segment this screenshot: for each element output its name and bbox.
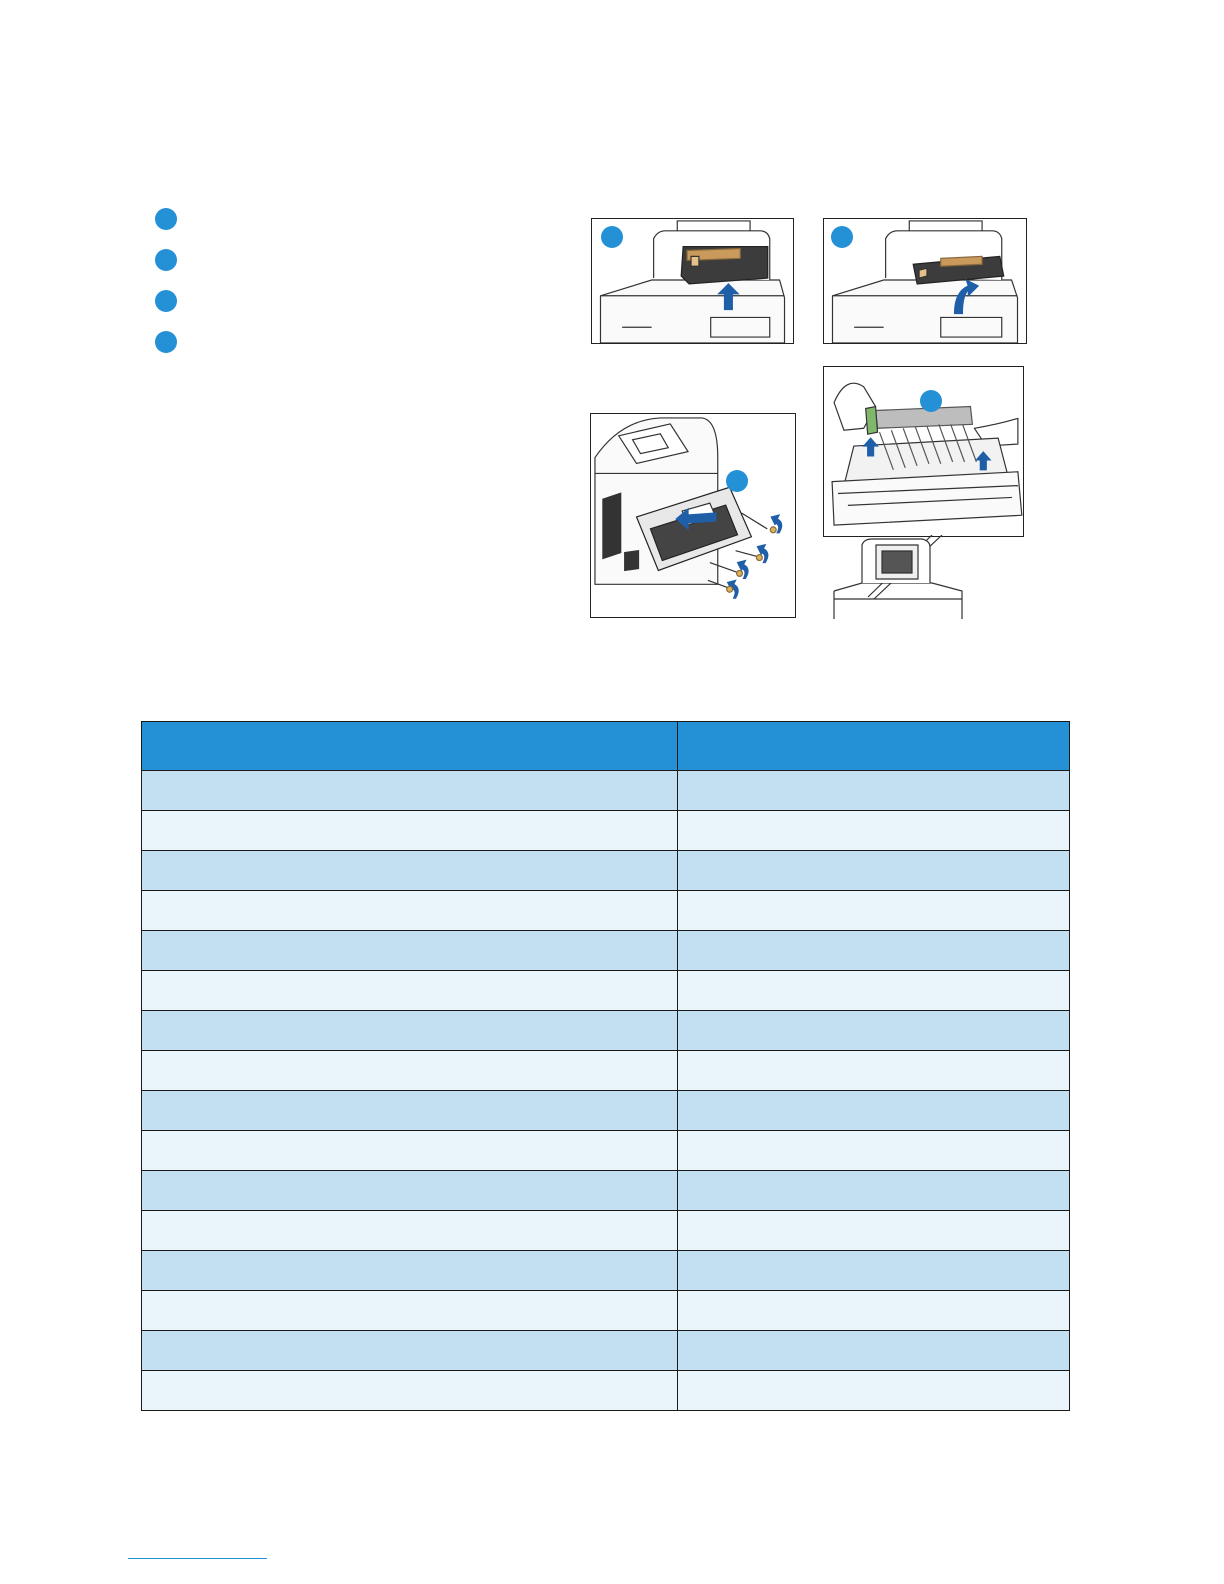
footer-rule xyxy=(128,1558,267,1559)
table-row xyxy=(142,891,1070,931)
table-cell xyxy=(678,1091,1070,1131)
printer-open-top-icon xyxy=(832,535,964,619)
table-cell xyxy=(142,971,678,1011)
table-cell xyxy=(142,1131,678,1171)
table-cell xyxy=(142,811,678,851)
table-row xyxy=(142,1211,1070,1251)
table-cell xyxy=(678,1131,1070,1171)
table-cell xyxy=(678,1371,1070,1411)
table-cell xyxy=(678,811,1070,851)
table-cell xyxy=(142,931,678,971)
table-cell xyxy=(678,971,1070,1011)
table-header-row xyxy=(142,722,1070,771)
table-row xyxy=(142,1291,1070,1331)
panel-4-step-dot-icon xyxy=(920,390,942,412)
table-cell xyxy=(678,851,1070,891)
table-row xyxy=(142,1011,1070,1051)
table-row xyxy=(142,1091,1070,1131)
table-cell xyxy=(142,1091,678,1131)
table-cell xyxy=(142,1211,678,1251)
table-cell xyxy=(142,1291,678,1331)
table-cell xyxy=(678,1171,1070,1211)
table-row xyxy=(142,1331,1070,1371)
step-2-dot-icon xyxy=(155,249,177,271)
table-header-cell xyxy=(142,722,678,771)
table-cell xyxy=(142,1331,678,1371)
table-cell xyxy=(678,931,1070,971)
table-row xyxy=(142,1251,1070,1291)
table-row xyxy=(142,851,1070,891)
table-row xyxy=(142,971,1070,1011)
table-cell xyxy=(678,1211,1070,1251)
panel-2-step-dot-icon xyxy=(831,226,853,248)
step-1-dot-icon xyxy=(155,208,177,230)
table-row xyxy=(142,931,1070,971)
table-cell xyxy=(142,1171,678,1211)
panel-3-step-dot-icon xyxy=(726,470,748,492)
table-row xyxy=(142,1051,1070,1091)
table-cell xyxy=(142,851,678,891)
table-cell xyxy=(142,1051,678,1091)
printer-toner-tilt-out-icon xyxy=(824,219,1026,343)
table-row xyxy=(142,1131,1070,1171)
table-cell xyxy=(678,1331,1070,1371)
table-cell xyxy=(142,1011,678,1051)
printer-fuser-removal-panel xyxy=(590,413,796,618)
printer-zoom-source-illustration xyxy=(832,535,964,619)
table-row xyxy=(142,1371,1070,1411)
table-cell xyxy=(678,771,1070,811)
table-cell xyxy=(142,1371,678,1411)
panel-1-step-dot-icon xyxy=(601,226,623,248)
table-row xyxy=(142,811,1070,851)
step-3-dot-icon xyxy=(155,290,177,312)
table-cell xyxy=(142,771,678,811)
printer-toner-tilt-out-panel xyxy=(823,218,1027,344)
table-cell xyxy=(142,1251,678,1291)
table-cell xyxy=(142,891,678,931)
table-header-cell xyxy=(678,722,1070,771)
table-row xyxy=(142,1171,1070,1211)
printer-fuser-removal-icon xyxy=(591,414,795,617)
parts-table xyxy=(141,721,1070,1411)
table-cell xyxy=(678,1251,1070,1291)
step-4-dot-icon xyxy=(155,331,177,353)
table-cell xyxy=(678,1011,1070,1051)
table-cell xyxy=(678,1291,1070,1331)
transfer-roller-removal-panel xyxy=(823,366,1024,537)
table-row xyxy=(142,771,1070,811)
table-cell xyxy=(678,1051,1070,1091)
printer-toner-lift-out-panel xyxy=(591,218,794,344)
table-cell xyxy=(678,891,1070,931)
